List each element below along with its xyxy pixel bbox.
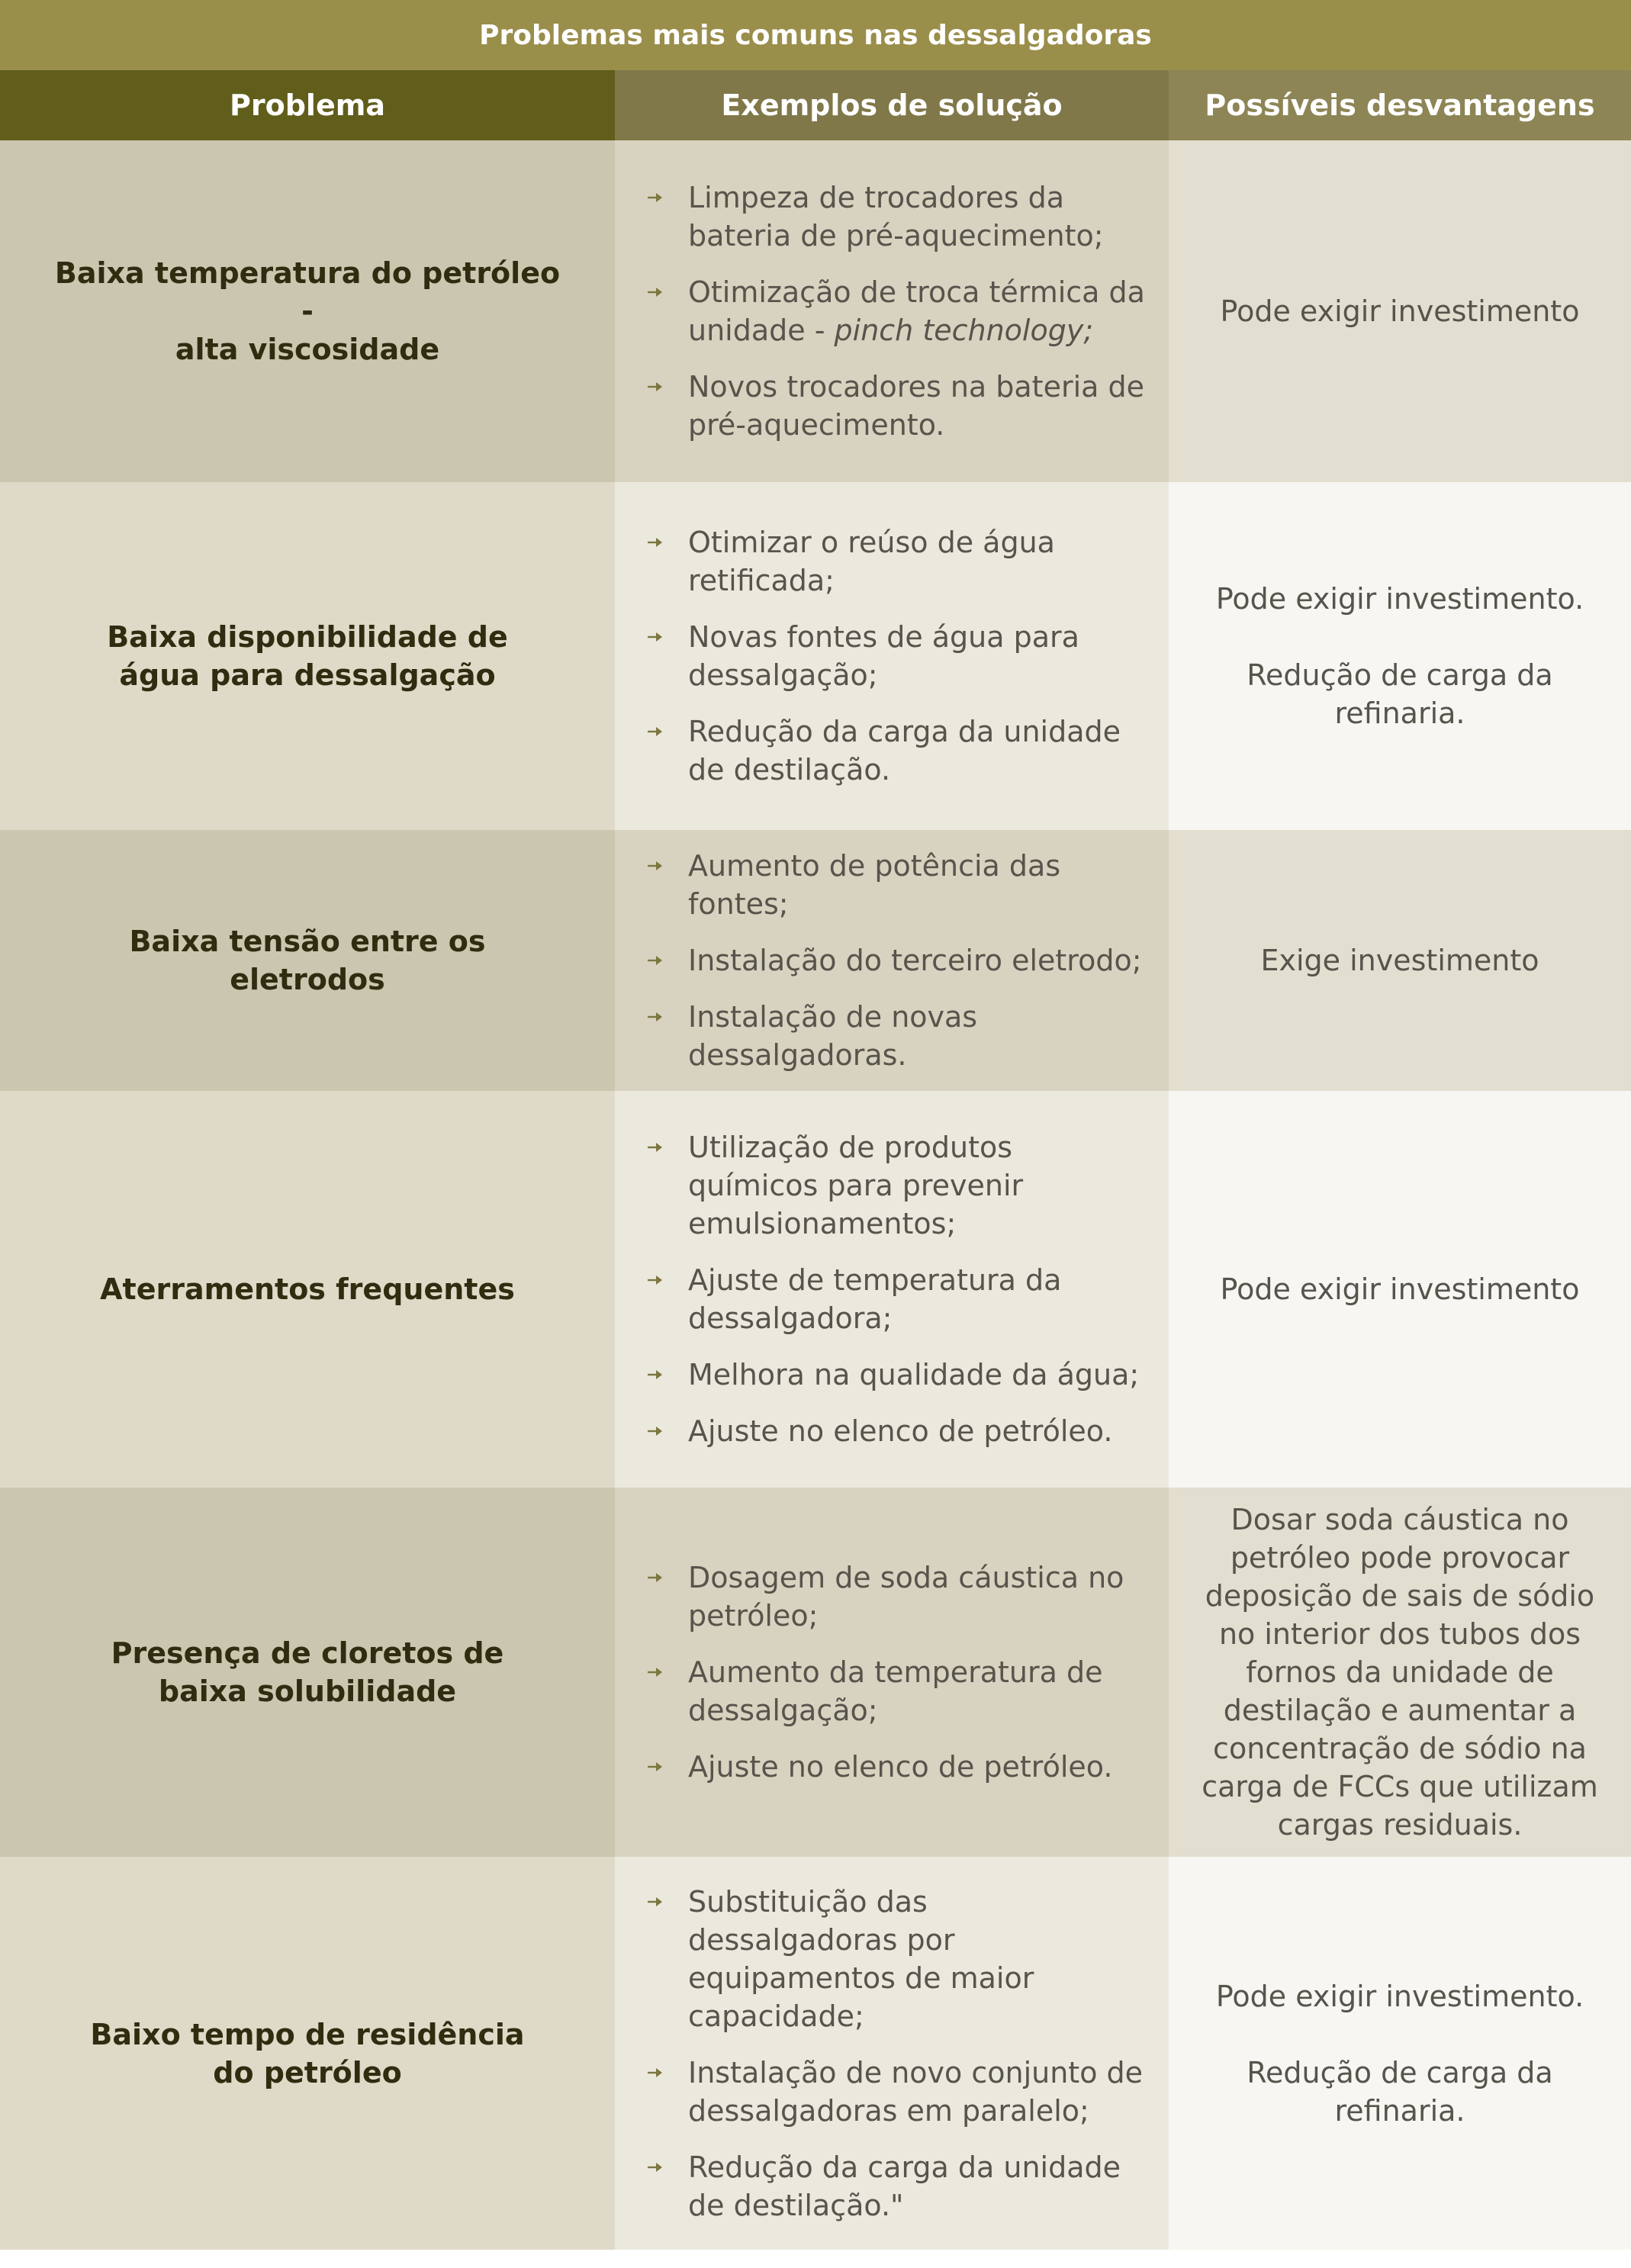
disadvantage-text: Pode exigir investimento. <box>1215 1979 1584 2013</box>
disadvantage-cell <box>1169 1488 1631 1857</box>
disadvantage-text: Redução de carga da refinaria. <box>1247 658 1553 730</box>
solution-cell <box>615 140 1169 482</box>
problem-text: Baixa disponibilidade de água para dessalgação <box>107 620 508 692</box>
problem-text: Aterramentos frequentes <box>100 1272 515 1306</box>
solution-text: Instalação de novas dessalgadoras. <box>688 1000 978 1072</box>
table-row <box>0 1488 1631 1857</box>
solution-text: Redução da carga da unidade de destilação." <box>688 2150 1121 2222</box>
arrow-right-icon <box>647 273 670 311</box>
solution-text: Otimizar o reúso de água retificada; <box>688 526 1055 597</box>
list-item <box>642 1559 1146 1635</box>
arrow-right-icon <box>647 847 670 885</box>
solution-text: Redução da carga da unidade de destilação. <box>688 715 1121 787</box>
disadvantage-text: Exige investimento <box>1260 944 1539 977</box>
disadvantage-text: Pode exigir investimento <box>1220 294 1580 328</box>
list-item <box>642 523 1146 600</box>
solution-text: Ajuste no elenco de petróleo. <box>688 1750 1113 1784</box>
arrow-right-icon <box>647 1653 670 1691</box>
solution-text: Substituição das dessalgadoras por equipamentos de maior capacidade; <box>688 1884 1034 2033</box>
header-problem: Problema <box>0 70 615 140</box>
table-body <box>0 140 1631 2250</box>
problem-text: Baixa temperatura do petróleo - alta viscosidade <box>54 256 561 366</box>
problem-cell <box>0 830 615 1091</box>
table-row <box>0 830 1631 1091</box>
problem-cell <box>0 1857 615 2250</box>
header-row <box>0 70 1631 140</box>
arrow-right-icon <box>647 998 670 1036</box>
solution-cell <box>615 1488 1169 1857</box>
solution-text: Aumento da temperatura de dessalgação; <box>688 1655 1103 1727</box>
problem-text: Presença de cloretos de baixa solubilidade <box>111 1636 504 1708</box>
solution-list <box>642 847 1146 1074</box>
disadvantage-text: Pode exigir investimento. <box>1215 582 1584 616</box>
solution-text: Otimização de troca térmica da unidade - pinch technology; <box>688 275 1145 347</box>
arrow-right-icon <box>647 1883 670 1921</box>
list-item <box>642 713 1146 789</box>
solution-list <box>642 523 1146 789</box>
solution-list <box>642 179 1146 444</box>
arrow-right-icon <box>647 1261 670 1299</box>
list-item <box>642 1356 1146 1394</box>
solution-cell <box>615 830 1169 1091</box>
solution-text: Ajuste de temperatura da dessalgadora; <box>688 1263 1062 1335</box>
header-solution-examples: Exemplos de solução <box>615 70 1169 140</box>
solution-text: Novas fontes de água para dessalgação; <box>688 620 1079 692</box>
problem-text: Baixa tensão entre os eletrodos <box>129 925 486 996</box>
list-item <box>642 1128 1146 1243</box>
solution-text: Limpeza de trocadores da bateria de pré-aquecimento; <box>688 181 1104 253</box>
arrow-right-icon <box>647 1128 670 1166</box>
disadvantage-cell <box>1169 482 1631 830</box>
solution-list <box>642 1128 1146 1450</box>
table-title: Problemas mais comuns nas dessalgadoras <box>0 0 1631 70</box>
disadvantage-cell <box>1169 1091 1631 1488</box>
list-item <box>642 1883 1146 2035</box>
table-row <box>0 140 1631 482</box>
arrow-right-icon <box>647 713 670 751</box>
list-item <box>642 1412 1146 1450</box>
solution-text: Instalação do terceiro eletrodo; <box>688 944 1142 977</box>
solution-text: Utilização de produtos químicos para prevenir emulsionamentos; <box>688 1131 1024 1240</box>
list-item <box>642 1261 1146 1337</box>
arrow-right-icon <box>647 1412 670 1450</box>
solution-cell <box>615 1091 1169 1488</box>
problem-text: Baixo tempo de residência do petróleo <box>90 2017 525 2089</box>
solution-text: Ajuste no elenco de petróleo. <box>688 1414 1113 1448</box>
solution-text: Novos trocadores na bateria de pré-aquecimento. <box>688 370 1144 442</box>
arrow-right-icon <box>647 618 670 656</box>
header-possible-disadvantages: Possíveis desvantagens <box>1169 70 1631 140</box>
list-item <box>642 1653 1146 1729</box>
arrow-right-icon <box>647 1356 670 1394</box>
arrow-right-icon <box>647 1559 670 1597</box>
disadvantage-cell <box>1169 1857 1631 2250</box>
arrow-right-icon <box>647 941 670 980</box>
arrow-right-icon <box>647 1748 670 1786</box>
list-item <box>642 941 1146 980</box>
list-item <box>642 847 1146 923</box>
arrow-right-icon <box>647 523 670 561</box>
list-item <box>642 998 1146 1074</box>
list-item <box>642 273 1146 349</box>
arrow-right-icon <box>647 2054 670 2092</box>
list-item <box>642 2054 1146 2130</box>
arrow-right-icon <box>647 179 670 217</box>
solution-text: Melhora na qualidade da água; <box>688 1358 1140 1391</box>
problem-cell <box>0 1091 615 1488</box>
table-row <box>0 1091 1631 1488</box>
problem-cell <box>0 1488 615 1857</box>
table-row <box>0 1857 1631 2250</box>
arrow-right-icon <box>647 368 670 406</box>
solution-list <box>642 1559 1146 1786</box>
solution-cell <box>615 1857 1169 2250</box>
arrow-right-icon <box>647 2148 670 2186</box>
solution-cell <box>615 482 1169 830</box>
disadvantage-cell <box>1169 830 1631 1091</box>
solution-text: Dosagem de soda cáustica no petróleo; <box>688 1561 1124 1633</box>
list-item <box>642 2148 1146 2225</box>
disadvantage-text: Pode exigir investimento <box>1220 1272 1580 1306</box>
list-item <box>642 368 1146 444</box>
problem-cell <box>0 482 615 830</box>
disadvantage-text: Dosar soda cáustica no petróleo pode provocar deposição de sais de sódio no interior dos tubos dos fornos da unidade de destilação e aumentar a concentração de sódio na carga de FCCs que utilizam cargas residuais. <box>1202 1503 1598 1842</box>
disadvantage-text: Redução de carga da refinaria. <box>1247 2055 1553 2128</box>
list-item <box>642 179 1146 255</box>
list-item <box>642 618 1146 694</box>
solution-text: Aumento de potência das fontes; <box>688 849 1061 921</box>
disadvantage-cell <box>1169 140 1631 482</box>
table-row <box>0 482 1631 830</box>
solution-text: Instalação de novo conjunto de dessalgadoras em paralelo; <box>688 2055 1144 2128</box>
solution-list <box>642 1883 1146 2225</box>
problem-cell <box>0 140 615 482</box>
list-item <box>642 1748 1146 1786</box>
